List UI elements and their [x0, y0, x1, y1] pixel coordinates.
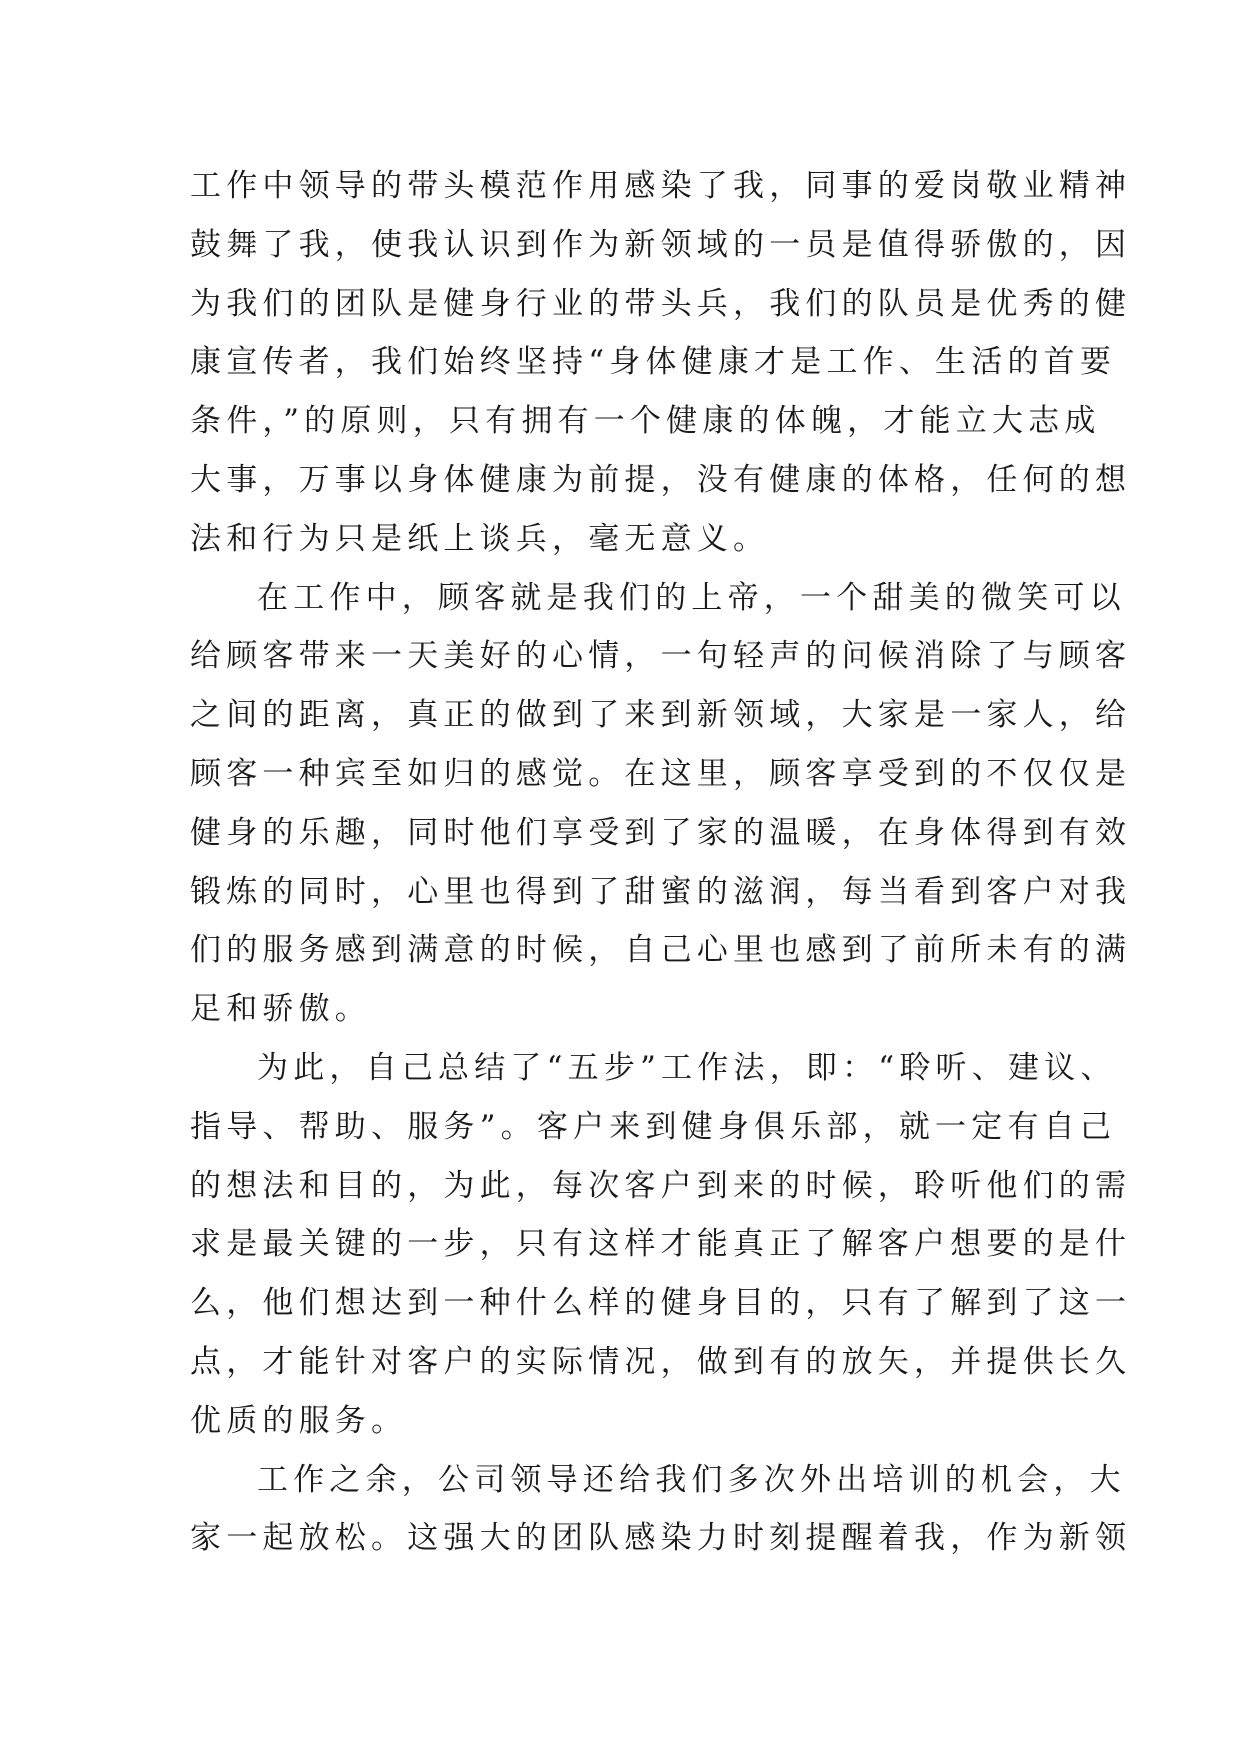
text-line: 们的服务感到满意的时候，自己心里也感到了前所未有的满: [190, 932, 1132, 969]
text-line: 给顾客带来一天美好的心情，一句轻声的问候消除了与顾客: [190, 638, 1132, 675]
text-line: 点，才能针对客户的实际情况，做到有的放矢，并提供长久: [190, 1343, 1132, 1380]
text-line: 鼓舞了我，使我认识到作为新领域的一员是值得骄傲的，因: [190, 226, 1132, 263]
text-line: 法和行为只是纸上谈兵，毫无意义。: [190, 520, 770, 557]
text-line: 求是最关键的一步，只有这样才能真正了解客户想要的是什: [190, 1226, 1132, 1263]
body-text: [190, 157, 1132, 1568]
text-line: 工作中领导的带头模范作用感染了我，同事的爱岗敬业精神: [190, 168, 1132, 204]
text-line: 指导、帮助、服务”。客户来到健身俱乐部，就一定有自己: [190, 1108, 1117, 1145]
text-line: 健身的乐趣，同时他们享受到了家的温暖，在身体得到有效: [190, 814, 1132, 851]
text-line: 么，他们想达到一种什么样的健身目的，只有了解到了这一: [190, 1285, 1132, 1322]
text-line: 锻炼的同时，心里也得到了甜蜜的滋润，每当看到客户对我: [190, 873, 1132, 910]
text-line: 康宣传者，我们始终坚持“身体健康才是工作、生活的首要: [190, 344, 1117, 381]
text-line: 条件，”的原则，只有拥有一个健康的体魄，才能立大志成: [190, 403, 1101, 440]
text-line: 大事，万事以身体健康为前提，没有健康的体格，任何的想: [190, 461, 1132, 498]
text-line: 为我们的团队是健身行业的带头兵，我们的队员是优秀的健: [190, 285, 1132, 322]
paragraph-first-line: 在工作中，顾客就是我们的上帝，一个甜美的微笑可以: [257, 579, 1126, 616]
text-line: 的想法和目的，为此，每次客户到来的时候，聆听他们的需: [190, 1167, 1132, 1204]
text-line: 足和骄傲。: [190, 991, 371, 1028]
text-line: 家一起放松。这强大的团队感染力时刻提醒着我，作为新领: [190, 1520, 1132, 1557]
text-line: 优质的服务。: [190, 1402, 408, 1439]
text-line: 顾客一种宾至如归的感觉。在这里，顾客享受到的不仅仅是: [190, 755, 1132, 792]
paragraph-first-line: 为此，自己总结了“五步”工作法，即：“聆听、建议、: [257, 1049, 1117, 1086]
text-line: 之间的距离，真正的做到了来到新领域，大家是一家人，给: [190, 697, 1132, 734]
paragraph-first-line: 工作之余，公司领导还给我们多次外出培训的机会，大: [257, 1461, 1126, 1498]
